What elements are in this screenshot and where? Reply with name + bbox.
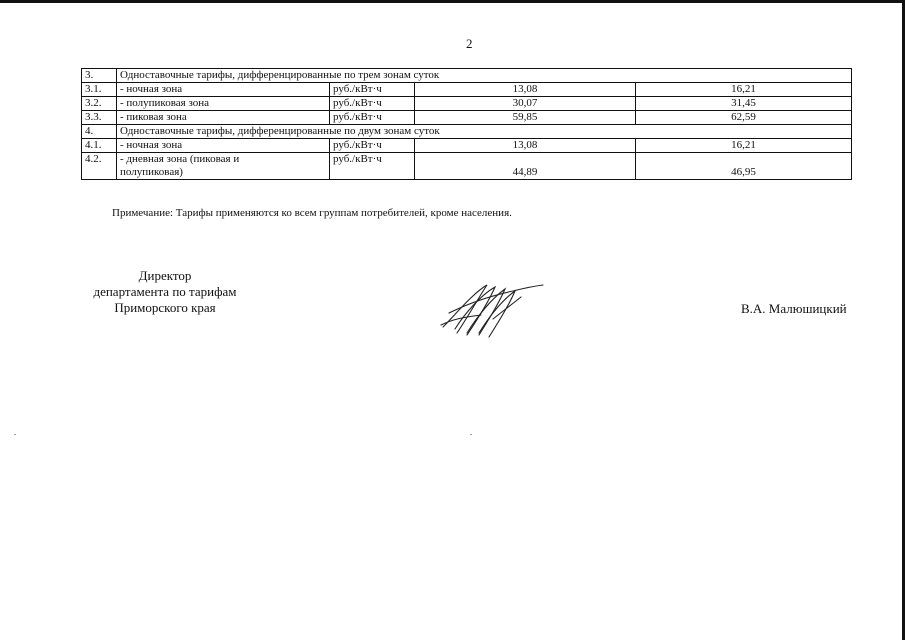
tariff-value-2: 31,45 xyxy=(636,97,852,111)
signer-title-line: департамента по тарифам xyxy=(93,284,237,299)
row-number: 3.1. xyxy=(82,83,117,97)
table-row-section-3 xyxy=(82,69,852,83)
table-row-section-4 xyxy=(82,125,852,139)
row-number: 3.2. xyxy=(82,97,117,111)
table-row xyxy=(82,111,852,125)
tariff-value-1: 13,08 xyxy=(415,83,636,97)
page-number: 2 xyxy=(466,36,473,51)
scan-speck xyxy=(14,434,16,435)
tariff-value-2: 16,21 xyxy=(636,139,852,153)
table-row xyxy=(82,83,852,97)
zone-name: - ночная зона xyxy=(117,83,330,97)
table-row xyxy=(82,153,852,180)
signer-title xyxy=(80,268,250,316)
table-row xyxy=(82,139,852,153)
unit: руб./кВт·ч xyxy=(330,153,415,180)
zone-name-line: полупиковая) xyxy=(120,166,183,178)
tariff-value-2: 46,95 xyxy=(636,153,852,180)
scan-edge-top xyxy=(0,0,905,3)
scan-speck xyxy=(470,434,472,435)
note: Примечание: Тарифы применяются ко всем группам потребителей, кроме населения. xyxy=(112,207,512,219)
signer-title-line: Приморского края xyxy=(114,300,216,315)
tariff-value-1: 59,85 xyxy=(415,111,636,125)
unit: руб./кВт·ч xyxy=(330,97,415,111)
zone-name: - полупиковая зона xyxy=(117,97,330,111)
row-number: 3.3. xyxy=(82,111,117,125)
unit: руб./кВт·ч xyxy=(330,83,415,97)
signer-name: В.А. Малюшицкий xyxy=(741,301,847,316)
row-number: 3. xyxy=(82,69,117,83)
tariff-table xyxy=(81,68,852,180)
table-row xyxy=(82,97,852,111)
handwritten-signature-icon xyxy=(435,275,555,345)
tariff-value-2: 62,59 xyxy=(636,111,852,125)
section-title: Одноставочные тарифы, дифференцированные по трем зонам суток xyxy=(117,69,852,83)
unit: руб./кВт·ч xyxy=(330,139,415,153)
row-number: 4.1. xyxy=(82,139,117,153)
tariff-value-2: 16,21 xyxy=(636,83,852,97)
zone-name: - ночная зона xyxy=(117,139,330,153)
tariff-value-1: 44,89 xyxy=(415,153,636,180)
zone-name: - пиковая зона xyxy=(117,111,330,125)
section-title: Одноставочные тарифы, дифференцированные по двум зонам суток xyxy=(117,125,852,139)
row-number: 4.2. xyxy=(82,153,117,180)
tariff-value-1: 30,07 xyxy=(415,97,636,111)
unit: руб./кВт·ч xyxy=(330,111,415,125)
zone-name xyxy=(117,153,330,180)
row-number: 4. xyxy=(82,125,117,139)
tariff-value-1: 13,08 xyxy=(415,139,636,153)
signer-title-line: Директор xyxy=(138,268,192,283)
zone-name-line: - дневная зона (пиковая и xyxy=(120,153,240,165)
